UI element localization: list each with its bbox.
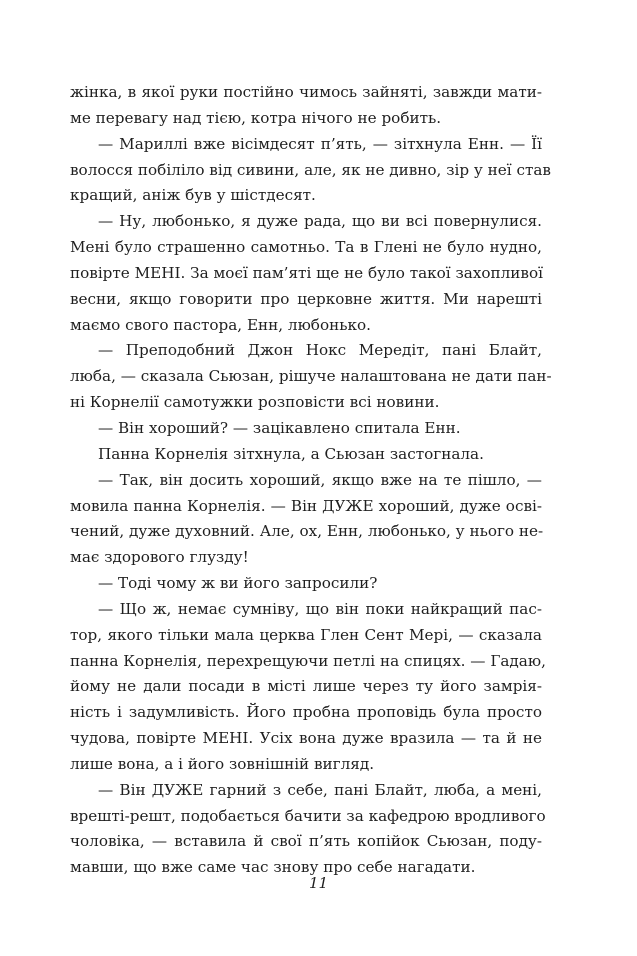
text-line: жінка, в якої руки постійно чимось зайняті, завжди мати- bbox=[70, 83, 542, 101]
text-line: — Ну, любонько, я дуже рада, що ви всі повернулися. bbox=[98, 212, 542, 231]
text-line: — Він хороший? — зацікавлено спитала Енн. bbox=[98, 418, 461, 437]
text-line: мавши, що вже саме час знову про себе нагадати. bbox=[70, 858, 476, 877]
text-line: люба, — сказала Сьюзан, рішуче налаштована не дати пан- bbox=[70, 367, 552, 386]
text-line: йому не дали посади в місті лише через ту його замрія- bbox=[70, 677, 542, 696]
text-line: ність і задумливість. Його пробна проповідь була просто bbox=[70, 703, 542, 722]
text-line: — Так, він досить хороший, якщо вже на те пішло, — bbox=[98, 470, 542, 489]
text-line: врешті-решт, подобається бачити за кафедрою вродливого bbox=[70, 806, 546, 825]
text-line: кращий, аніж був у шістдесят. bbox=[70, 186, 316, 205]
text-line: ні Корнелії самотужки розповісти всі новини. bbox=[70, 393, 440, 412]
text-line: — Він ДУЖЕ гарний з себе, пані Блайт, люба, а мені, bbox=[98, 780, 542, 799]
page-text bbox=[70, 80, 552, 881]
text-line: ме перевагу над тією, котра нічого не робить. bbox=[70, 108, 442, 127]
text-line: Мені було страшенно самотньо. Та в Глені не було нудно, bbox=[70, 238, 542, 257]
text-line: маємо свого пастора, Енн, любонько. bbox=[70, 315, 371, 334]
text-line: — Мариллі вже вісімдесят п’ять, — зітхнула Енн. — Її bbox=[98, 134, 542, 153]
text-line: чений, дуже духовний. Але, ох, Енн, любонько, у нього не- bbox=[70, 522, 544, 541]
text-line: мовила панна Корнелія. — Він ДУЖЕ хороший, дуже осві- bbox=[70, 496, 542, 515]
text-line: весни, якщо говорити про церковне життя. Ми нарешті bbox=[70, 289, 542, 308]
text-line: повірте МЕНІ. За моєї пам’яті ще не було такої захопливої bbox=[70, 263, 543, 282]
page-number: 11 bbox=[308, 874, 329, 892]
text-line: тор, якого тільки мала церква Глен Сент Мері, — сказала bbox=[70, 625, 542, 644]
text-line: панна Корнелія, перехрещуючи петлі на спицях. — Гадаю, bbox=[70, 651, 546, 670]
text-line: чудова, повірте МЕНІ. Усіх вона дуже вразила — та й не bbox=[70, 729, 542, 748]
text-line: Панна Корнелія зітхнула, а Сьюзан застогнала. bbox=[98, 444, 484, 463]
text-line: — Тоді чому ж ви його запросили? bbox=[98, 574, 378, 593]
text-line: має здорового глузду! bbox=[70, 548, 249, 567]
text-line: — Що ж, немає сумніву, що він поки найкращий пас- bbox=[98, 599, 542, 618]
text-line: лише вона, а і його зовнішній вигляд. bbox=[70, 754, 375, 773]
text-line: чоловіка, — вставила й свої п’ять копійок Сьюзан, поду- bbox=[70, 832, 542, 851]
text-line: — Преподобний Джон Нокс Мередіт, пані Блайт, bbox=[98, 341, 542, 360]
text-line: волосся побіліло від сивини, але, як не дивно, зір у неї став bbox=[70, 160, 551, 179]
